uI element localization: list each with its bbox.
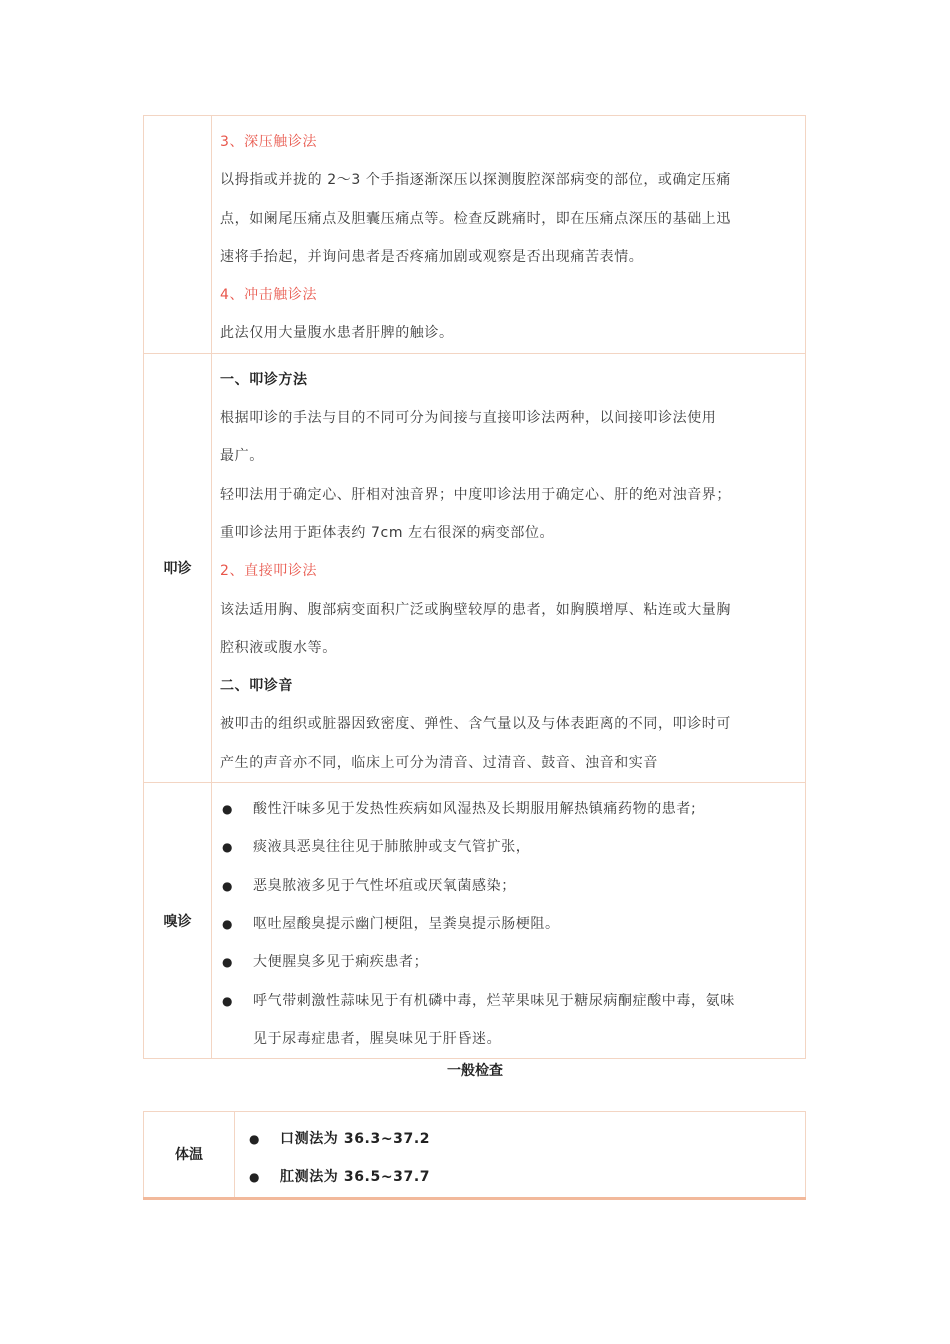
text-line: 被叩击的组织或脏器因致密度、弹性、含气量以及与体表距离的不同，叩诊时可 xyxy=(220,716,731,733)
percussion-label: 叩诊 xyxy=(144,353,212,782)
text-line: 腔积液或腹水等。 xyxy=(220,639,337,656)
text-line: 根据叩诊的手法与目的不同可分为间接与直接叩诊法两种，以间接叩诊法使用 xyxy=(220,410,717,427)
bullet-icon: ● xyxy=(222,955,234,970)
list-item: ● 大便腥臭多见于痢疾患者； xyxy=(220,943,796,981)
text-line: 此法仅用大量腹水患者肝脾的触诊。 xyxy=(220,325,454,342)
table-row xyxy=(144,783,806,1059)
row-label xyxy=(144,116,212,354)
diagnosis-table xyxy=(143,115,806,1059)
bullet-icon: ● xyxy=(222,840,234,855)
list-item-continuation: 见于尿毒症患者，腥臭味见于肝昏迷。 xyxy=(253,1030,502,1047)
text-line: 以拇指或并拢的 2～3 个手指逐渐深压以探测腹腔深部病变的部位，或确定压痛 xyxy=(220,172,731,189)
list-item: ● 酸性汗味多见于发热性疾病如风湿热及长期服用解热镇痛药物的患者; xyxy=(220,790,796,828)
percussion-content xyxy=(212,353,806,782)
percussion-method-heading: 一、叩诊方法 xyxy=(220,371,308,388)
body-temperature-label: 体温 xyxy=(144,1112,235,1199)
list-item: ● 恶臭脓液多见于气性坏疽或厌氧菌感染； xyxy=(220,867,796,905)
temperature-content xyxy=(235,1112,806,1199)
text-line: 点，如阑尾压痛点及胆囊压痛点等。检查反跳痛时，即在压痛点深压的基础上迅 xyxy=(220,210,731,227)
impact-palpation-heading: 4、冲击触诊法 xyxy=(220,287,318,304)
percussion-sound-heading: 二、叩诊音 xyxy=(220,678,293,695)
list-item: ● 痰液具恶臭往往见于肺脓肿或支气管扩张， xyxy=(220,828,796,866)
text-line: 该法适用胸、腹部病变面积广泛或胸壁较厚的患者，如胸膜增厚、粘连或大量胸 xyxy=(220,601,731,618)
text-line: 重叩诊法用于距体表约 7cm 左右很深的病变部位。 xyxy=(220,524,555,541)
olfaction-label: 嗅诊 xyxy=(144,783,212,1059)
table-row xyxy=(144,116,806,354)
section-title: 一般检查 xyxy=(447,1063,503,1079)
olfaction-content xyxy=(212,783,806,1059)
list-item: ● 肛测法为 36.5~37.7 xyxy=(247,1158,796,1196)
bullet-icon: ● xyxy=(249,1132,261,1146)
text-line: 速将手抬起，并询问患者是否疼痛加剧或观察是否出现痛苦表情。 xyxy=(220,248,644,265)
bullet-icon: ● xyxy=(222,802,234,817)
list-item: ● 呼气带刺激性蒜味见于有机磷中毒，烂苹果味见于糖尿病酮症酸中毒，氨味 xyxy=(220,982,796,1020)
table-row xyxy=(144,353,806,782)
text-line: 产生的声音亦不同，临床上可分为清音、过清音、鼓音、浊音和实音 xyxy=(220,754,658,771)
text-line: 轻叩法用于确定心、肝相对浊音界；中度叩诊法用于确定心、肝的绝对浊音界； xyxy=(220,486,731,503)
list-item: ● 呕吐屋酸臭提示幽门梗阻，呈粪臭提示肠梗阻。 xyxy=(220,905,796,943)
direct-percussion-heading: 2、直接叩诊法 xyxy=(220,563,318,580)
bullet-icon: ● xyxy=(222,878,234,893)
list-item: ● 口测法为 36.3~37.2 xyxy=(247,1120,796,1158)
palpation-content xyxy=(212,116,806,354)
deep-palpation-heading: 3、深压触诊法 xyxy=(220,134,318,150)
general-exam-table xyxy=(143,1111,806,1200)
text-line: 最广。 xyxy=(220,448,264,465)
bullet-icon: ● xyxy=(222,916,234,931)
table-row xyxy=(144,1112,806,1199)
bullet-icon: ● xyxy=(222,993,234,1008)
bullet-icon: ● xyxy=(249,1170,261,1185)
